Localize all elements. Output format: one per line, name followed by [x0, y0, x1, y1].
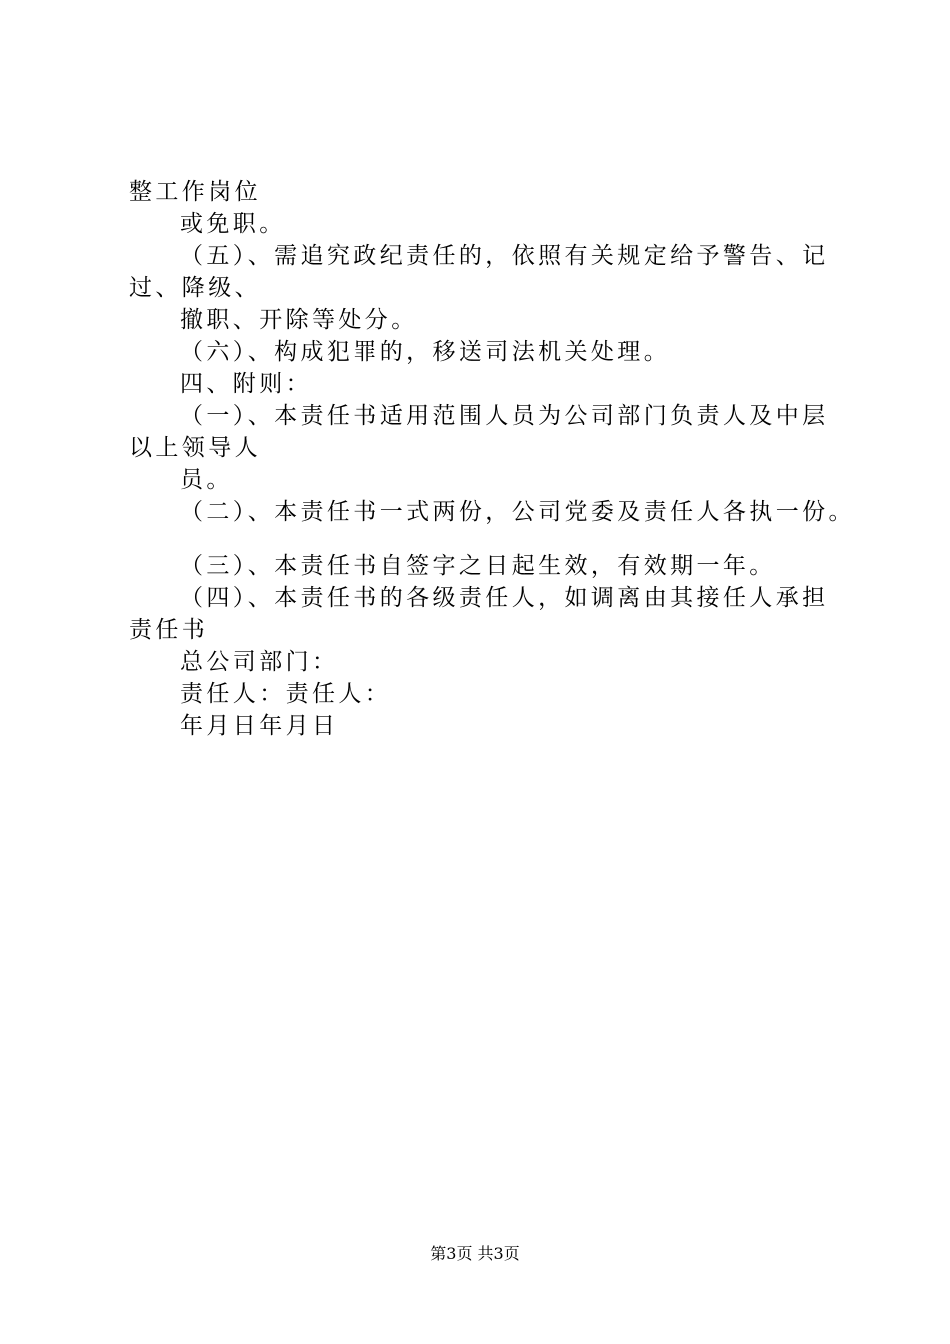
signature-department-line: 总公司部门： — [180, 649, 339, 675]
text-line: （六）、构成犯罪的，移送司法机关处理。 — [180, 339, 671, 365]
text-line: 或免职。 — [180, 211, 286, 237]
text-line: 责任书 — [129, 617, 209, 643]
text-line: 员。 — [180, 467, 233, 493]
signature-responsible-line: 责任人：责任人： — [180, 681, 392, 707]
text-line: （五）、需追究政纪责任的，依照有关规定给予警告、记 — [180, 243, 829, 269]
text-line: （二）、本责任书一式两份，公司党委及责任人各执一份。 — [180, 499, 855, 525]
section-heading: 四、附则： — [180, 371, 312, 397]
paragraph-spacer — [129, 528, 849, 550]
signature-date-line: 年月日年月日 — [180, 713, 339, 739]
document-body — [129, 176, 855, 742]
page-footer: 第3页 共3页 — [430, 1244, 520, 1263]
text-line: 撤职、开除等处分。 — [180, 307, 418, 333]
text-line: （三）、本责任书自签字之日起生效，有效期一年。 — [180, 553, 776, 579]
text-line: 以上领导人 — [129, 435, 261, 461]
text-line: （一）、本责任书适用范围人员为公司部门负责人及中层 — [180, 403, 829, 429]
text-line: 过、降级、 — [129, 275, 261, 301]
text-line: 整工作岗位 — [129, 179, 261, 205]
text-line: （四）、本责任书的各级责任人，如调离由其接任人承担 — [180, 585, 829, 611]
